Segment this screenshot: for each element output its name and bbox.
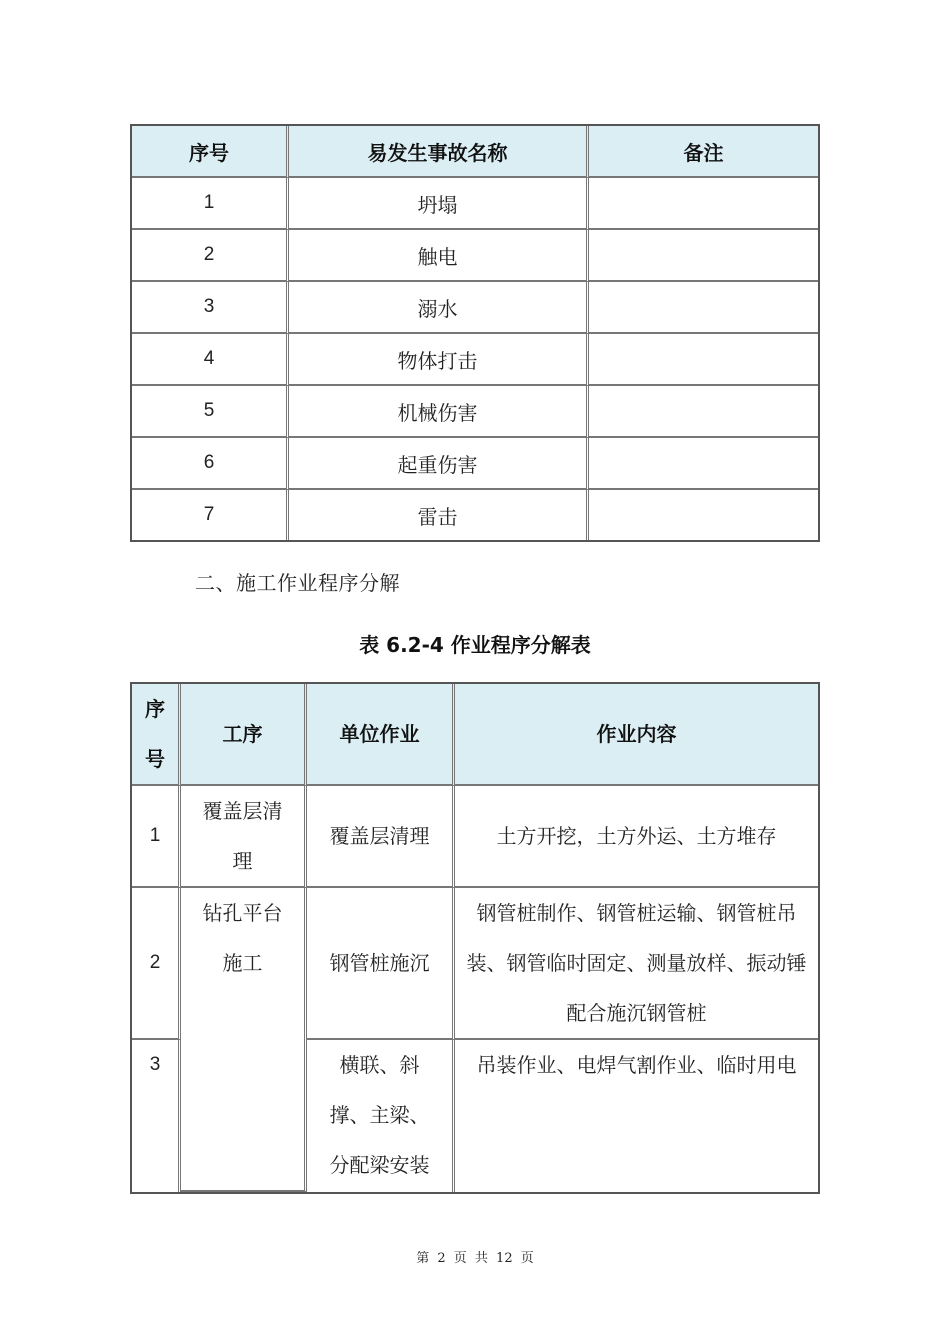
header-no <box>132 684 181 786</box>
accident-types-table <box>130 124 820 542</box>
cell-process-text: 钻孔平台施工 <box>202 901 283 975</box>
cell-accident-name: 机械伤害 <box>289 386 589 438</box>
header-accident-name: 易发生事故名称 <box>289 126 589 178</box>
cell-remark <box>589 178 818 230</box>
cell-no: 3 <box>132 1040 181 1192</box>
cell-no: 7 <box>132 490 289 540</box>
cell-no: 3 <box>132 282 289 334</box>
cell-work-content <box>455 888 818 1040</box>
cell-work-content-text: 钢管桩制作、钢管桩运输、钢管桩吊装、钢管临时固定、测量放样、振动锤配合施沉钢管桩 <box>466 901 807 1025</box>
cell-remark <box>589 490 818 540</box>
cell-work-content: 土方开挖，土方外运、土方堆存 <box>455 786 818 888</box>
cell-accident-name: 雷击 <box>289 490 589 540</box>
header-no: 序号 <box>132 126 289 178</box>
table-caption: 表 6.2-4 作业程序分解表 <box>359 633 591 657</box>
cell-accident-name: 起重伤害 <box>289 438 589 490</box>
table-header-row <box>132 126 818 178</box>
cell-work-content <box>455 1040 818 1192</box>
cell-unit-work-text: 横联、斜撑、主梁、分配梁安装 <box>329 1053 430 1177</box>
header-work-content: 作业内容 <box>455 684 818 786</box>
cell-unit-work <box>307 1040 455 1192</box>
cell-process-text: 覆盖层清理 <box>202 799 283 873</box>
cell-remark <box>589 230 818 282</box>
table-row <box>132 334 818 386</box>
cell-no: 2 <box>132 888 181 1040</box>
cell-accident-name: 触电 <box>289 230 589 282</box>
header-process: 工序 <box>181 684 307 786</box>
cell-no: 4 <box>132 334 289 386</box>
table-row <box>132 490 818 540</box>
cell-accident-name: 坍塌 <box>289 178 589 230</box>
cell-remark <box>589 438 818 490</box>
cell-remark <box>589 386 818 438</box>
table-header-row <box>132 684 818 786</box>
table-row <box>132 786 818 888</box>
cell-unit-work: 覆盖层清理 <box>307 786 455 888</box>
header-unit-work: 单位作业 <box>307 684 455 786</box>
table-row <box>132 888 818 1040</box>
cell-remark <box>589 282 818 334</box>
page-footer: 第 2 页 共 12 页 <box>416 1251 534 1266</box>
cell-accident-name: 溺水 <box>289 282 589 334</box>
cell-process-merged <box>181 888 307 1192</box>
cell-no: 5 <box>132 386 289 438</box>
cell-accident-name: 物体打击 <box>289 334 589 386</box>
procedure-breakdown-table <box>130 682 820 1194</box>
cell-process <box>181 786 307 888</box>
cell-no: 6 <box>132 438 289 490</box>
table-row <box>132 386 818 438</box>
cell-unit-work: 钢管桩施沉 <box>307 888 455 1040</box>
table-row <box>132 282 818 334</box>
table-row <box>132 230 818 282</box>
cell-no: 1 <box>132 178 289 230</box>
cell-work-content-text: 吊装作业、电焊气割作业、临时用电 <box>476 1053 797 1077</box>
header-no-text: 序号 <box>145 697 165 771</box>
table-row <box>132 438 818 490</box>
table-row <box>132 178 818 230</box>
header-remark: 备注 <box>589 126 818 178</box>
section-heading: 二、施工作业程序分解 <box>195 571 400 595</box>
cell-no: 1 <box>132 786 181 888</box>
cell-no: 2 <box>132 230 289 282</box>
cell-remark <box>589 334 818 386</box>
